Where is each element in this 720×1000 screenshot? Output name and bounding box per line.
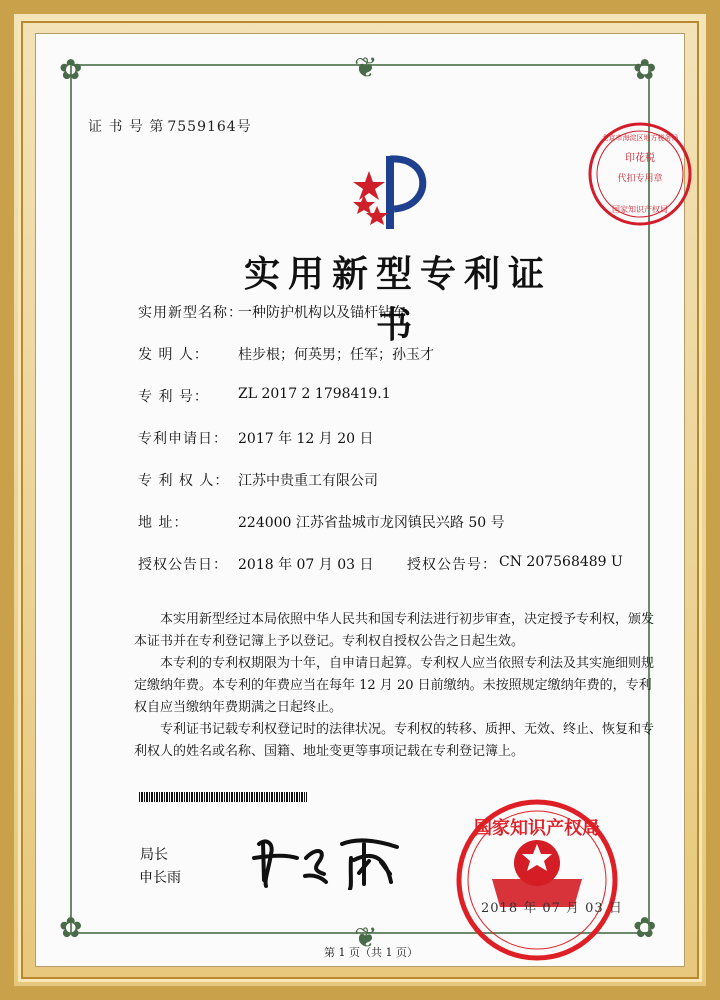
corner-ornament-icon: ✿ <box>59 911 83 944</box>
certificate-number-value: 7559164号 <box>167 119 252 135</box>
field-value-inventors: 桂步根；何英男；任军；孙玉才 <box>238 347 434 363</box>
field-label-inventors: 发 明 人： <box>138 347 209 363</box>
field-label-name: 实用新型名称： <box>138 305 243 321</box>
field-value-application-date: 2017 年 12 月 20 日 <box>238 431 374 447</box>
director-title: 局长 <box>140 847 168 863</box>
patent-office-logo-icon <box>342 151 442 236</box>
grant-number-label: 授权公告号： <box>407 557 497 573</box>
field-label-patentee: 专 利 权 人： <box>138 473 230 489</box>
director-name: 申长雨 <box>139 870 181 886</box>
small-seal-text-1: 印花税 <box>625 153 655 164</box>
field-label-patent-number: 专 利 号： <box>138 389 209 405</box>
field-value-name: 一种防护机构以及锚杆钻车 <box>238 305 406 321</box>
field-label-application-date: 专利申请日： <box>138 431 228 447</box>
seal-date: 2018 年 07 月 03 日 <box>481 901 623 916</box>
director-signature <box>246 830 406 890</box>
field-value-patent-number: ZL 2017 2 1798419.1 <box>238 386 391 402</box>
certificate-paper <box>36 34 684 966</box>
field-label-address: 地 址： <box>138 515 189 531</box>
small-seal-text-3: 国家知识产权局 <box>612 205 668 214</box>
certificate-body <box>134 609 659 763</box>
big-seal-text: 国家知识产权局 <box>474 818 600 839</box>
small-seal-text-0: 北京市海淀区地方税务局 <box>601 134 679 142</box>
bottom-ornament-icon: ❦ <box>354 921 378 954</box>
small-seal-text-2: 代扣专用章 <box>617 174 663 184</box>
corner-ornament-icon: ✿ <box>633 911 657 944</box>
certificate-number <box>88 116 252 136</box>
grant-number-value: CN 207568489 U <box>499 554 623 570</box>
grant-date-value: 2018 年 07 月 03 日 <box>238 557 374 573</box>
big-red-seal <box>456 799 618 961</box>
certificate-number-label: 证 书 号 第 <box>88 119 165 135</box>
page-footer: 第 1 页（共 1 页） <box>324 946 418 959</box>
top-ornament-icon: ❦ <box>354 51 378 84</box>
body-paragraph: 本实用新型经过本局依照中华人民共和国专利法进行初步审查，决定授予专利权，颁发本证书并在专利登记簿上予以登记。专利权自授权公告之日起生效。 <box>134 612 655 649</box>
page-title: 实用新型专利证书 <box>243 253 552 346</box>
field-value-address: 224000 江苏省盐城市龙冈镇民兴路 50 号 <box>238 515 505 531</box>
body-paragraph: 专利证书记载专利权登记时的法律状况。专利权的转移、质押、无效、终止、恢复和专利权人的姓名或名称、国籍、地址变更等事项记载在专利登记簿上。 <box>134 722 655 759</box>
corner-ornament-icon: ✿ <box>59 53 83 86</box>
corner-ornament-icon: ✿ <box>633 53 657 86</box>
body-paragraph: 本专利的专利权期限为十年，自申请日起算。专利权人应当依照专利法及其实施细则规定缴纳年费。本专利的年费应当在每年 12 月 20 日前缴纳。未按照规定缴纳年费的，专利权自应当缴纳年费期满之日起终止。 <box>134 656 655 715</box>
grant-date-label: 授权公告日： <box>138 557 228 573</box>
barcode <box>139 792 307 802</box>
field-value-patentee: 江苏中贵重工有限公司 <box>238 473 378 489</box>
small-red-seal <box>586 120 694 228</box>
